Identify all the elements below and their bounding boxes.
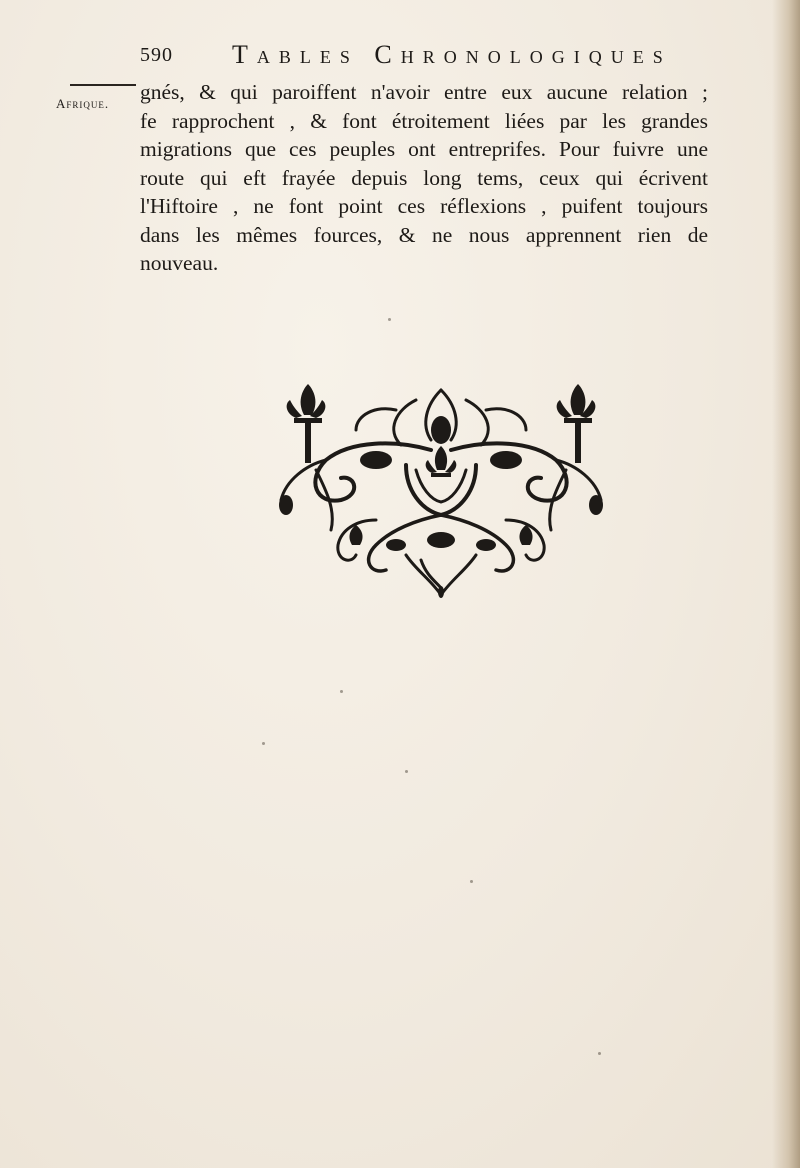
margin-rule: [70, 84, 136, 86]
running-title: Tables Chronologiques: [232, 40, 672, 69]
page-number: 590: [140, 44, 173, 66]
text-line: gnés, & qui paroiffent n'avoir entre eux aucune relation ;: [140, 80, 708, 104]
margin-note: Afrique.: [56, 96, 110, 111]
page-binding-edge: [772, 0, 800, 1168]
fleuron-tailpiece-icon: [256, 370, 626, 600]
text-line: l'Hiftoire , ne font point ces réflexions , puifent toujours: [140, 194, 708, 218]
page-header: [140, 40, 672, 74]
text-line: dans les mêmes fources, & ne nous apprennent rien de: [140, 222, 708, 247]
text-line: migrations que ces peuples ont entreprifes. Pour fuivre une: [140, 137, 708, 161]
text-line: route qui eft frayée depuis long tems, ceux qui écrivent: [140, 165, 708, 190]
body-paragraph: [140, 78, 708, 278]
text-line: fe rapprochent , & font étroitement liées par les grandes: [140, 108, 708, 133]
text-line: nouveau.: [140, 251, 219, 275]
